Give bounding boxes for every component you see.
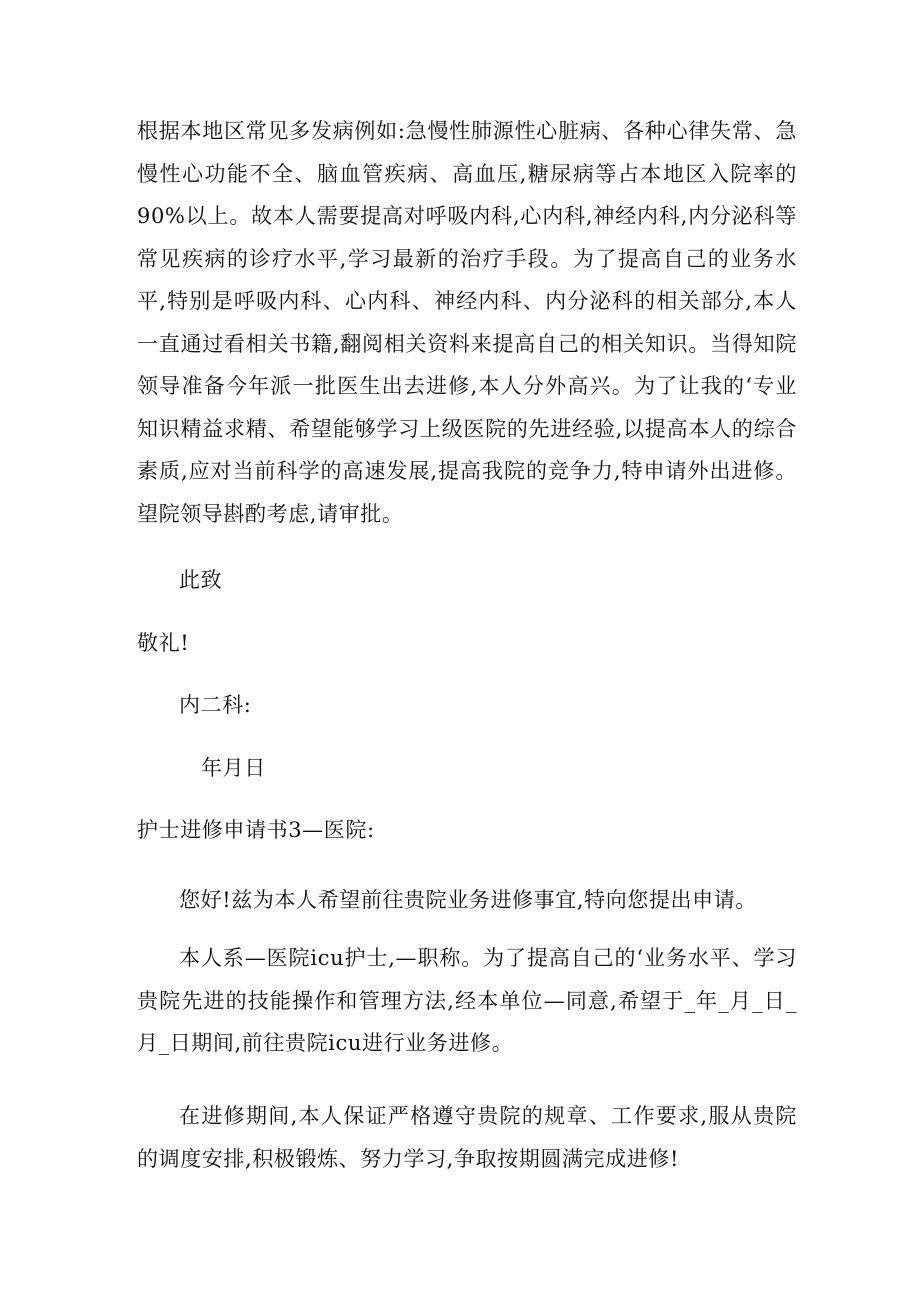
department-signature: 内二科: xyxy=(179,693,252,717)
paragraph-applicant-intro: 本人系—医院icu护士,—职称。为了提高自己的‘业务水平、学习贵院先进的技能操作和管理方法,经本单位—同意,希望于_年_月_日_月_日期间,前往贵院icu进行业务进修。 xyxy=(137,946,797,1055)
application-title: 护士进修申请书3—医院: xyxy=(137,818,375,842)
greeting-line: 您好!兹为本人希望前往贵院业务进修事宜,特向您提出申请。 xyxy=(179,888,757,912)
closing-salutation: 此致 xyxy=(179,568,223,592)
paragraph-medical-needs: 根据本地区常见多发病例如:急慢性肺源性心脏病、各种心律失常、急慢性心功能不全、脑血管疾病、高血压,糖尿病等占本地区入院率的90%以上。故本人需要提高对呼吸内科,心内科,神经内科,内分泌科等常见疾病的诊疗水平,学习最新的治疗手段。为了提高自己的业务水平,特别是呼吸内科、心内科、神经内科、内分泌科的相关部分,本人一直通过看相关书籍,翻阅相关资料来提高自己的相关知识。当得知院领导准备今年派一批医生出去进修,本人分外高兴。为了让我的‘专业知识精益求精、希望能够学习上级医院的先进经验,以提高本人的综合素质,应对当前科学的高速发展,提高我院的竞争力,特申请外出进修。望院领导斟酌考虑,请审批。 xyxy=(137,119,797,526)
paragraph-commitment: 在进修期间,本人保证严格遵守贵院的规章、工作要求,服从贵院的调度安排,积极锻炼、努力学习,争取按期圆满完成进修! xyxy=(137,1104,797,1171)
closing-respect: 敬礼! xyxy=(137,631,190,655)
date-line: 年月日 xyxy=(201,756,266,780)
